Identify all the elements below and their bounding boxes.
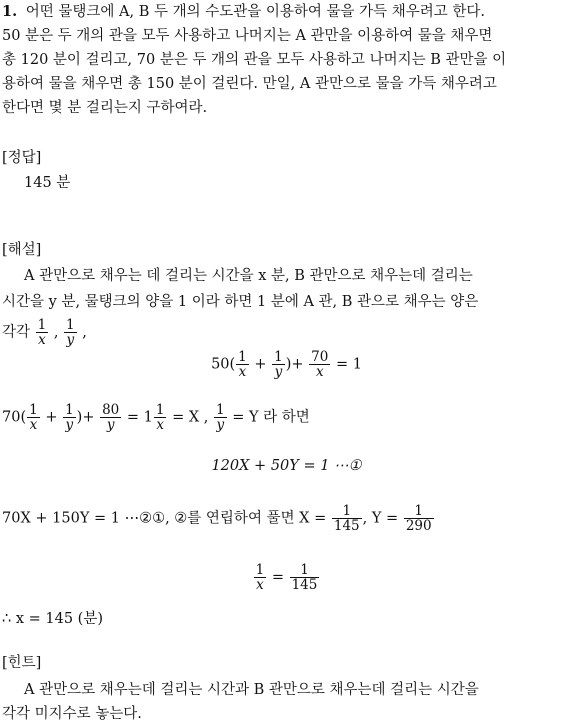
equation-5: $\frac{1}{x}$ = $\frac{1}{145}$: [255, 562, 318, 594]
equation-1: 50( $\frac{1}{x}$ + $\frac{1}{y}$ )+ $\frac{70}{x}$ = 1: [211, 349, 362, 381]
explanation-line-2: 시간을 y 분, 물탱크의 양을 1 이라 하면 1 분에 A 관, B 관으로 채우는 양은: [2, 294, 479, 310]
equation-2: 70( $\frac{1}{x}$ + $\frac{1}{y}$ )+ $\frac{80}{y}$ = 1 $\frac{1}{x}$ = X , $\frac{1}{y}$ = Y 라 하면: [2, 402, 310, 434]
explanation-heading: [해설]: [2, 242, 42, 258]
fraction-one-over-x: $\frac{1}{x}$: [37, 317, 47, 349]
explanation-line-3-prefix: 각각: [2, 324, 31, 341]
answer-value: 145 분: [24, 175, 71, 191]
problem-line-4: 용하여 물을 채우면 총 150 분이 걸린다. 만일, A 관만으로 물을 가득 채우려고: [2, 76, 497, 92]
fraction-one-over-y: $\frac{1}{y}$: [66, 317, 75, 349]
equation-4: 70X + 150Y = 1 ⋯②①, ②를 연립하여 풀면 X = $\frac{1}{145}$ , Y = $\frac{1}{290}$: [2, 503, 432, 535]
explanation-line-3: 각각 $\frac{1}{x}$ , $\frac{1}{y}$ ,: [2, 317, 87, 349]
answer-heading: [정답]: [2, 150, 42, 166]
problem-line-1: [0, 2, 573, 22]
problem-line-3: 총 120 분이 걸리고, 70 분은 두 개의 관을 모두 사용하고 나머지는 B 관만을 이: [2, 52, 507, 68]
hint-line-2: 각각 미지수로 놓는다.: [2, 706, 142, 722]
problem-number: 1.: [2, 3, 18, 20]
problem-text-1: 어떤 물탱크에 A, B 두 개의 수도관을 이용하여 물을 가득 채우려고 한다.: [25, 4, 485, 20]
equation-3: 120X + 50Y = 1 ⋯①: [211, 458, 362, 474]
problem-line-5: 한다면 몇 분 걸리는지 구하여라.: [2, 100, 208, 116]
problem-line-2: 50 분은 두 개의 관을 모두 사용하고 나머지는 A 관만을 이용하여 물을 채우면: [2, 28, 493, 44]
hint-heading: [힌트]: [2, 655, 42, 671]
hint-line-1: A 관만으로 채우는데 걸리는 시간과 B 관만으로 채우는데 걸리는 시간을: [24, 682, 479, 698]
explanation-line-1: A 관만으로 채우는 데 걸리는 시간을 x 분, B 관만으로 채우는데 걸리는: [24, 268, 473, 284]
conclusion: ∴ x = 145 (분): [2, 611, 103, 627]
